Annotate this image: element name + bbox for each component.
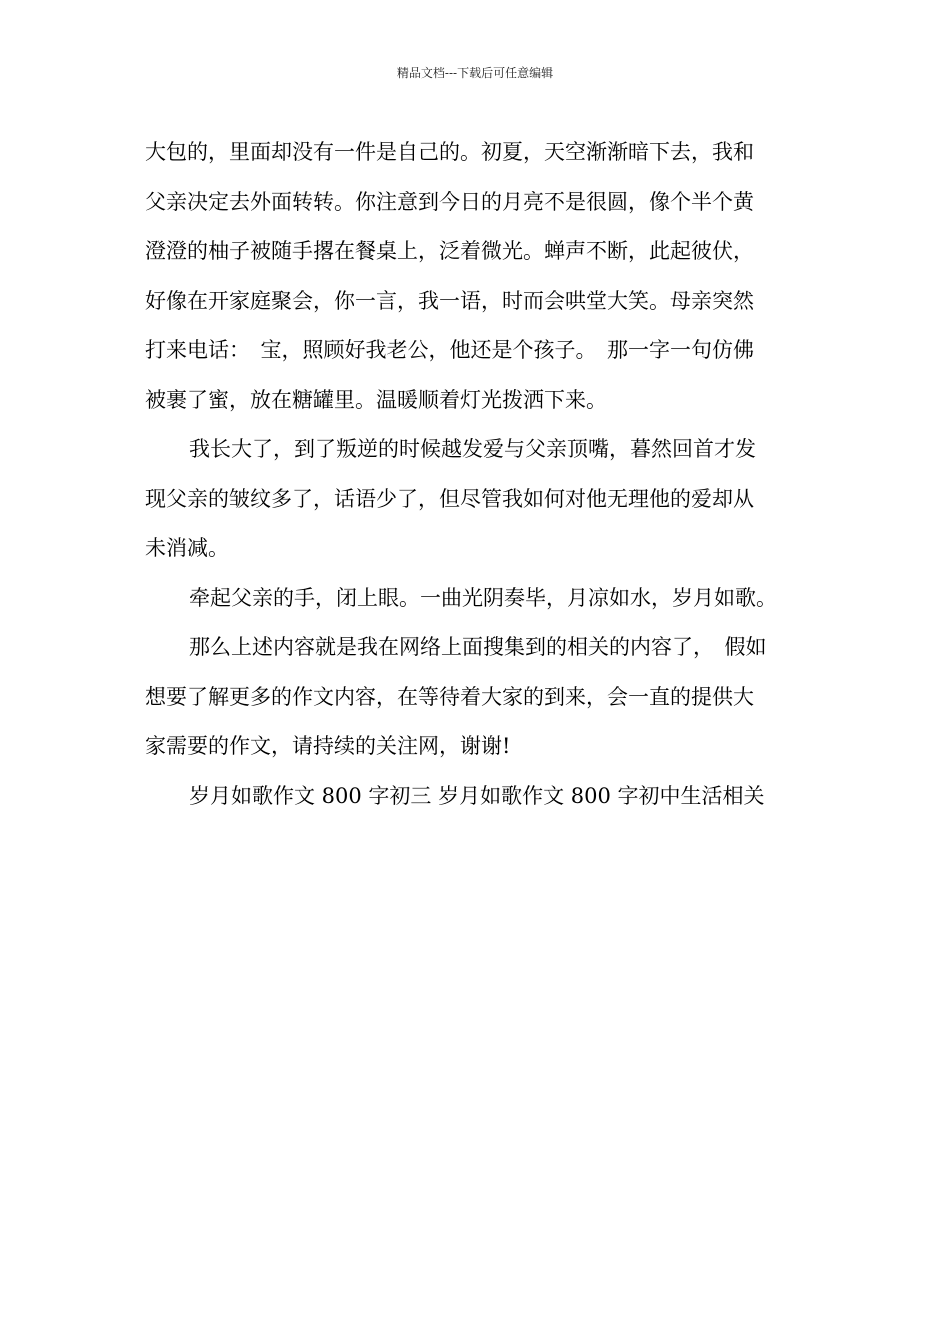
text-line: 那么上述内容就是我在网络上面搜集到的相关的内容了， 假如 xyxy=(189,635,767,659)
page-header: 精品文档---下载后可任意编辑 xyxy=(396,66,554,80)
text-line: 打来电话： 宝，照顾好我老公，他还是个孩子。 那一字一句仿佛 xyxy=(145,338,754,362)
text-line: 好像在开家庭聚会，你一言，我一语，时而会哄堂大笑。母亲突然 xyxy=(145,288,754,313)
text-line: 父亲决定去外面转转。你注意到今日的月亮不是很圆，像个半个黄 xyxy=(145,189,754,214)
text-line: 想要了解更多的作文内容，在等待着大家的到来，会一直的提供大 xyxy=(145,684,754,709)
text-line: 我长大了，到了叛逆的时候越发爱与父亲顶嘴，暮然回首才发 xyxy=(189,437,756,461)
document-body xyxy=(145,132,807,825)
text-line: 未消减。 xyxy=(145,536,229,560)
text-line: 现父亲的皱纹多了，话语少了，但尽管我如何对他无理他的爱却从 xyxy=(145,486,754,511)
text-line: 牵起父亲的手，闭上眼。一曲光阴奏毕，月凉如水，岁月如歌。 xyxy=(189,585,777,610)
text-line: 被裹了蜜，放在糖罐里。温暖顺着灯光拨洒下来。 xyxy=(145,387,607,412)
text-line: 岁月如歌作文 800 字初三 岁月如歌作文 800 字初中生活相关 xyxy=(189,783,765,808)
text-line: 家需要的作文，请持续的关注网，谢谢! xyxy=(145,734,511,758)
text-line: 澄澄的柚子被随手撂在餐桌上，泛着微光。蝉声不断，此起彼伏， xyxy=(145,239,754,263)
text-line: 大包的，里面却没有一件是自己的。初夏，天空渐渐暗下去，我和 xyxy=(145,140,754,164)
